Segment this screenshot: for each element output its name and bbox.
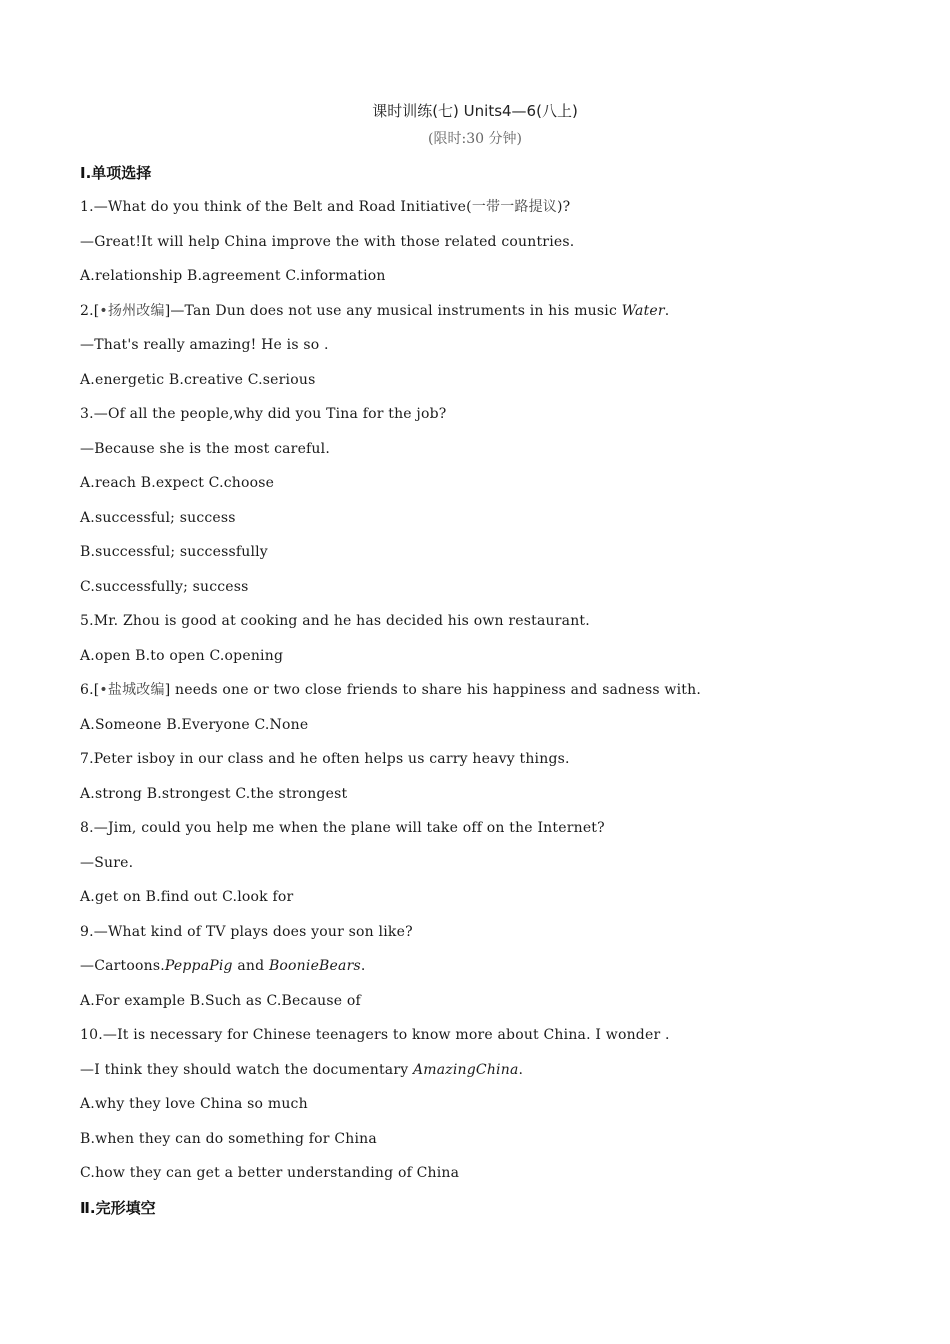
show-title: PeppaPig bbox=[164, 958, 233, 974]
source-tag: •盐城改编 bbox=[99, 682, 165, 698]
question-4-option-b: B.successful; successfully bbox=[80, 544, 268, 560]
question-8-answer: —Sure. bbox=[80, 854, 134, 871]
page-title: 课时训练(七) Units4—6(八上) bbox=[372, 102, 578, 120]
answer-text: —I think they should watch the documentary bbox=[80, 1061, 413, 1078]
punctuation: . bbox=[360, 958, 366, 974]
question-9-answer bbox=[80, 955, 900, 990]
question-7-stem: 7.Peter isboy in our class and he often helps us carry heavy things. bbox=[80, 751, 570, 767]
question-5-stem: 5.Mr. Zhou is good at cooking and he has decided his own restaurant. bbox=[80, 613, 590, 629]
section-heading-cloze: Ⅱ.完形填空 bbox=[80, 1199, 156, 1217]
question-8-stem: 8.—Jim, could you help me when the plane will take off on the Internet? bbox=[80, 820, 605, 836]
question-text: ] needs one or two close friends to share his happiness and sadness with. bbox=[164, 682, 701, 698]
question-2-answer: —That's really amazing! He is so . bbox=[80, 337, 329, 353]
question-text: 1.—What do you think of the Belt and Road Initiative( bbox=[80, 199, 472, 215]
source-tag: •扬州改编 bbox=[99, 302, 165, 319]
work-title: Water bbox=[621, 302, 665, 319]
question-10-option-a: A.why they love China so much bbox=[80, 1096, 308, 1112]
question-3-options: A.reach B.expect C.choose bbox=[80, 475, 275, 491]
answer-text: —Cartoons. bbox=[80, 958, 165, 974]
question-6-stem bbox=[80, 679, 900, 714]
question-3-answer: —Because she is the most careful. bbox=[80, 440, 330, 457]
question-10-stem: 10.—It is necessary for Chinese teenagers to know more about China. I wonder . bbox=[80, 1027, 670, 1043]
question-3-stem: 3.—Of all the people,why did you Tina for the job? bbox=[80, 406, 447, 422]
question-10-option-b: B.when they can do something for China bbox=[80, 1130, 377, 1147]
question-number: 2.[ bbox=[80, 302, 100, 319]
question-number: 6.[ bbox=[80, 682, 100, 698]
question-10-answer bbox=[80, 1059, 900, 1094]
question-1-answer: —Great!It will help China improve the with those related countries. bbox=[80, 233, 575, 250]
question-list bbox=[80, 196, 900, 1197]
punctuation: . bbox=[664, 302, 670, 319]
punctuation: . bbox=[518, 1061, 524, 1078]
question-9-options: A.For example B.Such as C.Because of bbox=[80, 992, 361, 1009]
question-4-option-c: C.successfully; success bbox=[80, 578, 249, 595]
question-10-option-c: C.how they can get a better understanding of China bbox=[80, 1165, 460, 1181]
question-2-options: A.energetic B.creative C.serious bbox=[80, 371, 316, 388]
question-1-options: A.relationship B.agreement C.information bbox=[80, 268, 386, 284]
section-heading-multiple-choice: Ⅰ.单项选择 bbox=[80, 164, 152, 182]
question-text: )? bbox=[557, 199, 571, 215]
question-text: ]—Tan Dun does not use any musical instruments in his music bbox=[164, 302, 622, 319]
time-limit: (限时:30 分钟) bbox=[428, 131, 522, 147]
question-9-stem: 9.—What kind of TV plays does your son like? bbox=[80, 923, 413, 940]
question-1-stem bbox=[80, 196, 900, 231]
question-5-options: A.open B.to open C.opening bbox=[80, 647, 284, 664]
chinese-gloss: 一带一路提议 bbox=[471, 199, 558, 215]
show-title: BoonieBears bbox=[268, 958, 361, 974]
question-7-options: A.strong B.strongest C.the strongest bbox=[80, 785, 348, 802]
question-4-option-a: A.successful; success bbox=[80, 509, 236, 526]
question-6-options: A.Someone B.Everyone C.None bbox=[80, 716, 309, 733]
documentary-title: AmazingChina bbox=[412, 1061, 519, 1078]
answer-text: and bbox=[232, 958, 269, 974]
question-8-options: A.get on B.find out C.look for bbox=[80, 889, 294, 905]
question-2-stem bbox=[80, 300, 900, 335]
